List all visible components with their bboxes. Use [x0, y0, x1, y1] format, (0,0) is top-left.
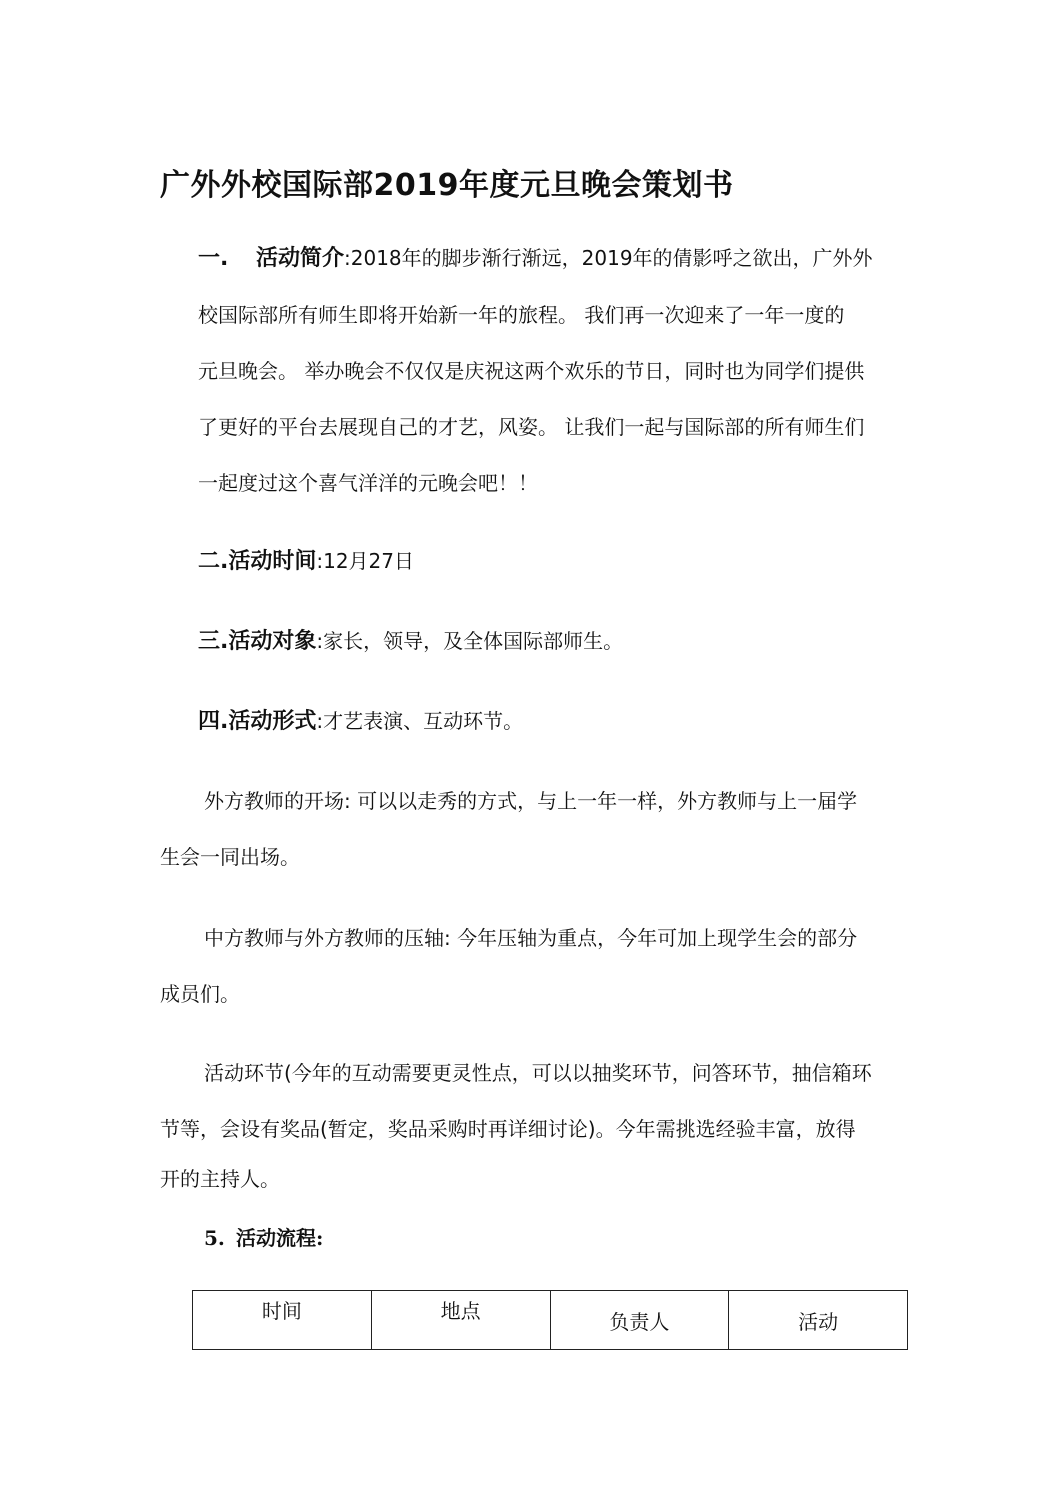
section-text: :才艺表演、互动环节。: [316, 709, 524, 733]
flow-table: [192, 1290, 908, 1350]
table-header-time: 时间: [193, 1291, 372, 1350]
section-flow: [204, 1222, 323, 1251]
intro-line-1: [198, 230, 918, 287]
paragraph-line: 外方教师的开场: 可以以走秀的方式，与上一年一样，外方教师与上一届学: [204, 789, 858, 813]
paragraph-chinese-teachers: [160, 910, 857, 1022]
section-text: :家长，领导，及全体国际部师生。: [316, 629, 624, 653]
intro-line-2: 校国际部所有师生即将开始新一年的旅程。 我们再一次迎来了一年一度的: [198, 303, 845, 327]
table-header-location: 地点: [371, 1291, 550, 1350]
paragraph-line: 节等，会设有奖品(暂定，奖品采购时再详细讨论)。今年需挑选经验丰富，放得: [160, 1117, 856, 1141]
paragraph-line: 中方教师与外方教师的压轴: 今年压轴为重点，今年可加上现学生会的部分: [204, 926, 858, 950]
paragraph-line: 活动环节(今年的互动需要更灵性点，可以以抽奖环节，问答环节，抽信箱环: [204, 1061, 872, 1085]
section-number: 一.: [198, 246, 229, 271]
section-heading: 二.活动时间: [198, 549, 317, 574]
intro-line-3: 元旦晚会。 举办晚会不仅仅是庆祝这两个欢乐的节日，同时也为同学们提供: [198, 359, 865, 383]
section-text: :12月27日: [316, 549, 414, 573]
table-header-person-in-charge: 负责人: [550, 1291, 729, 1350]
paragraph-line: 成员们。: [160, 982, 240, 1006]
table-header-row: [193, 1291, 908, 1350]
section-format: [198, 693, 523, 750]
section-audience: [198, 613, 623, 670]
section-number: 5.: [204, 1226, 225, 1250]
intro-line-5: 一起度过这个喜气洋洋的元晚会吧！！: [198, 471, 538, 495]
paragraph-line: 开的主持人。: [160, 1167, 280, 1191]
section-heading: 活动流程:: [236, 1226, 324, 1250]
paragraph-foreign-teachers: [160, 773, 857, 885]
document-title: 广外外校国际部2019年度元旦晚会策划书: [160, 168, 734, 203]
section-time: [198, 533, 414, 590]
table-header-activity: 活动: [729, 1291, 908, 1350]
intro-line-4: 了更好的平台去展现自己的才艺，风姿。 让我们一起与国际部的所有师生们: [198, 415, 865, 439]
section-heading: 四.活动形式: [198, 709, 317, 734]
section-heading: 三.活动对象: [198, 629, 317, 654]
section-heading: 活动简介: [256, 246, 345, 271]
intro-text: :2018年的脚步渐行渐远，2019年的倩影呼之欲出，广外外: [344, 246, 873, 270]
paragraph-line: 生会一同出场。: [160, 845, 300, 869]
section-intro: [198, 230, 918, 511]
paragraph-interactive: [160, 1045, 872, 1201]
